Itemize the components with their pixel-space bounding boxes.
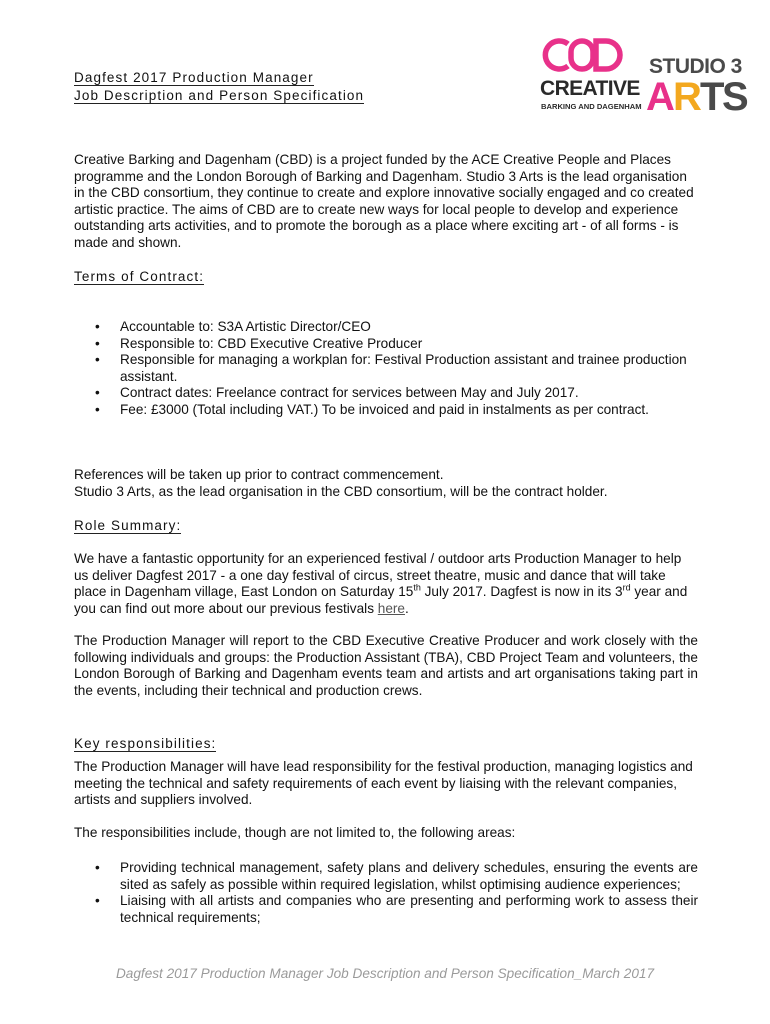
list-item: • Responsible for managing a workplan for: Festival Production assistant and trainee production assistant. — [95, 352, 687, 384]
role-summary-paragraph-2: The Production Manager will report to the CBD Executive Creative Producer and work closely with the following individuals and groups: the Production Assistant (TBA), CBD Project Team and volunteers, the London Borough of Barking and Dagenham events team and artists and art organisations taking part in the events, including their technical and production crews. — [74, 633, 698, 698]
logo-arts-a: A — [646, 75, 673, 119]
list-item: • Contract dates: Freelance contract for services between May and July 2017. — [95, 385, 579, 401]
logo-arts-r: R — [673, 75, 701, 119]
list-item: • Responsible to: CBD Executive Creative Producer — [95, 335, 423, 351]
key-responsibilities-heading: Key responsibilities: — [74, 736, 217, 751]
role-summary-paragraph-1: We have a fantastic opportunity for an experienced festival / outdoor arts Production Manager to help us deliver Dagfest 2017 - a one day festival of circus, street theatre, music and dance that will take place in Dagenham village, East London on Saturday 15th July 2017. Dagfest is now in its 3rd year and you can find out more about our previous festivals here. — [74, 551, 688, 616]
references-line-2: Studio 3 Arts, as the lead organisation in the CBD consortium, will be the contract holder. — [74, 483, 608, 499]
role-summary-heading: Role Summary: — [74, 518, 182, 533]
list-item: • Liaising with all artists and companies who are presenting and performing work to assess their technical requirements; — [95, 893, 698, 925]
references-line-1: References will be taken up prior to contract commencement. — [74, 467, 444, 482]
title-line-1: Dagfest 2017 Production Manager — [74, 70, 314, 85]
title-line-2: Job Description and Person Specification — [74, 88, 365, 103]
key-paragraph-1: The Production Manager will have lead responsibility for the festival production, managing logistics and meeting the technical and safety requirements of each event by liaising with the relevant companies, artists and suppliers involved. — [74, 759, 693, 808]
logo-arts-s: S — [722, 75, 748, 119]
studio-3-arts-logo — [645, 53, 748, 119]
logo-arts-t: T — [700, 75, 724, 119]
terms-heading: Terms of Contract: — [74, 269, 205, 284]
list-item: • Providing technical management, safety plans and delivery schedules, ensuring the events are sited as safely as possible within required legislation, whilst optimising audience experiences; — [95, 860, 698, 892]
key-paragraph-2: The responsibilities include, though are not limited to, the following areas: — [74, 825, 516, 840]
logo-creative-word: CREATIVE — [540, 77, 640, 100]
logo-creative-sub: BARKING AND DAGENHAM — [541, 102, 642, 111]
intro-paragraph: Creative Barking and Dagenham (CBD) is a project funded by the ACE Creative People and Places programme and the London Borough of Barking and Dagenham. Studio 3 Arts is the lead organisation in the CBD consortium, they continue to create and explore innovative socially engaged and co created artistic practice. The aims of CBD are to create new ways for local people to develop and experience outstanding arts activities, and to promote the borough as a place where exciting art - of all forms - is made and shown. — [74, 152, 694, 250]
list-item: • Accountable to: S3A Artistic Director/CEO — [95, 319, 371, 334]
terms-list — [74, 319, 698, 419]
creative-barking-dagenham-logo — [538, 36, 642, 114]
page-footer: Dagfest 2017 Production Manager Job Description and Person Specification_March 2017 — [115, 966, 655, 981]
svg-text:A R T S — [646, 75, 748, 119]
previous-festivals-link[interactable]: here — [377, 600, 405, 616]
logo-studio3-text: STUDIO 3 — [649, 55, 742, 78]
document-title — [74, 69, 364, 104]
key-responsibilities-list — [74, 860, 698, 926]
list-item: • Fee: £3000 (Total including VAT.) To be invoiced and paid in instalments as per contract. — [95, 401, 649, 417]
references-paragraph — [74, 467, 698, 500]
